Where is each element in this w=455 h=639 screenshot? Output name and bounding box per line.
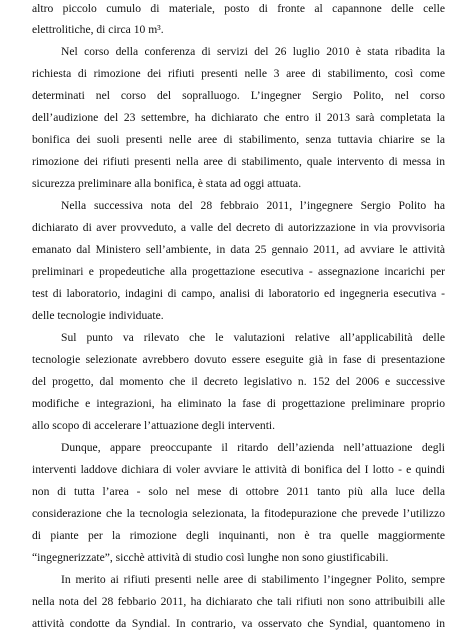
text-line: determinati nel corso del sopralluogo. L’ingegner Sergio Polito, nel corso: [32, 89, 445, 102]
text-line: tecnologie selezionate avrebbero dovuto essere eseguite già in fase di presentazione: [32, 353, 445, 366]
text-line: preliminari e propedeutiche alla progettazione esecutiva - assegnazione incarichi per: [32, 265, 445, 278]
text-line: rimozione dei rifiuti presenti nella aree di stabilimento, quale intervento di messa in: [32, 155, 445, 168]
text-line: modifiche e integrazioni, ha eliminato la fase di progettazione preliminare proprio: [32, 397, 445, 410]
text-line: elettrolitiche, di circa 10 m³.: [32, 23, 164, 36]
text-line: allo scopo di accelerare l’attuazione degli interventi.: [32, 419, 276, 432]
text-line: Sul punto va rilevato che le valutazioni relative all’applicabilità delle: [61, 331, 445, 344]
text-line: Nel corso della conferenza di servizi del 26 luglio 2010 è stata ribadita la: [61, 45, 445, 58]
text-line: del progetto, dal momento che il decreto legislativo n. 152 del 2006 e successive: [32, 375, 445, 388]
text-line: bonifica dei suoli presenti nelle aree di stabilimento, senza tuttavia chiarire se la: [32, 133, 445, 146]
text-line: Nella successiva nota del 28 febbraio 2011, l’ingegnere Sergio Polito ha: [61, 199, 445, 212]
text-line: non di tutta l’area - solo nel mese di ottobre 2011 tanto più alla luce della: [32, 485, 445, 498]
text-line: dichiarato di aver provveduto, a valle del decreto di autorizzazione in via provvisoria: [32, 221, 445, 234]
text-line: delle tecnologie individuate.: [32, 309, 164, 322]
text-line: Dunque, appare preoccupante il ritardo dell’azienda nell’attuazione degli: [61, 441, 445, 454]
text-line: sicurezza preliminare alla bonifica, è stata ad oggi attuata.: [32, 177, 302, 190]
text-line: attività condotte da Syndial. In contrario, va osservato che Syndial, quantomeno in: [32, 617, 445, 630]
text-line: considerazione che la tecnologia selezionata, la fitodepurazione che prevede l’utilizzo: [32, 507, 445, 520]
text-line: test di laboratorio, indagini di campo, analisi di laboratorio ed ingegneria esecutiva -: [32, 287, 445, 300]
text-line: nella nota del 28 febbario 2011, ha dichiarato che tali rifiuti non sono attribuibili alle: [32, 595, 445, 608]
text-line: interventi laddove dichiara di voler avviare le attività di bonifica del I lotto - e quindi: [32, 463, 445, 476]
text-line: dell’audizione del 23 settembre, ha dichiarato che entro il 2013 sarà completata la: [32, 111, 445, 124]
text-line: di piante per la rimozione degli inquinanti, non è tra quelle maggiormente: [32, 529, 445, 542]
text-line: emanato dal Ministero sell’ambiente, in data 25 gennaio 2011, ad avviare le attività: [32, 243, 445, 256]
text-line: altro piccolo cumulo di materiale, posto di fronte al capannone delle celle: [32, 2, 445, 15]
text-line: In merito ai rifiuti presenti nelle aree di stabilimento l’ingegner Polito, sempre: [61, 573, 445, 586]
text-line: richiesta di rimozione dei rifiuti presenti nelle 3 aree di stabilimento, così come: [32, 67, 445, 80]
text-line: “ingegnerizzate”, sicchè attività di studio così lunghe non sono giustificabili.: [32, 551, 389, 564]
